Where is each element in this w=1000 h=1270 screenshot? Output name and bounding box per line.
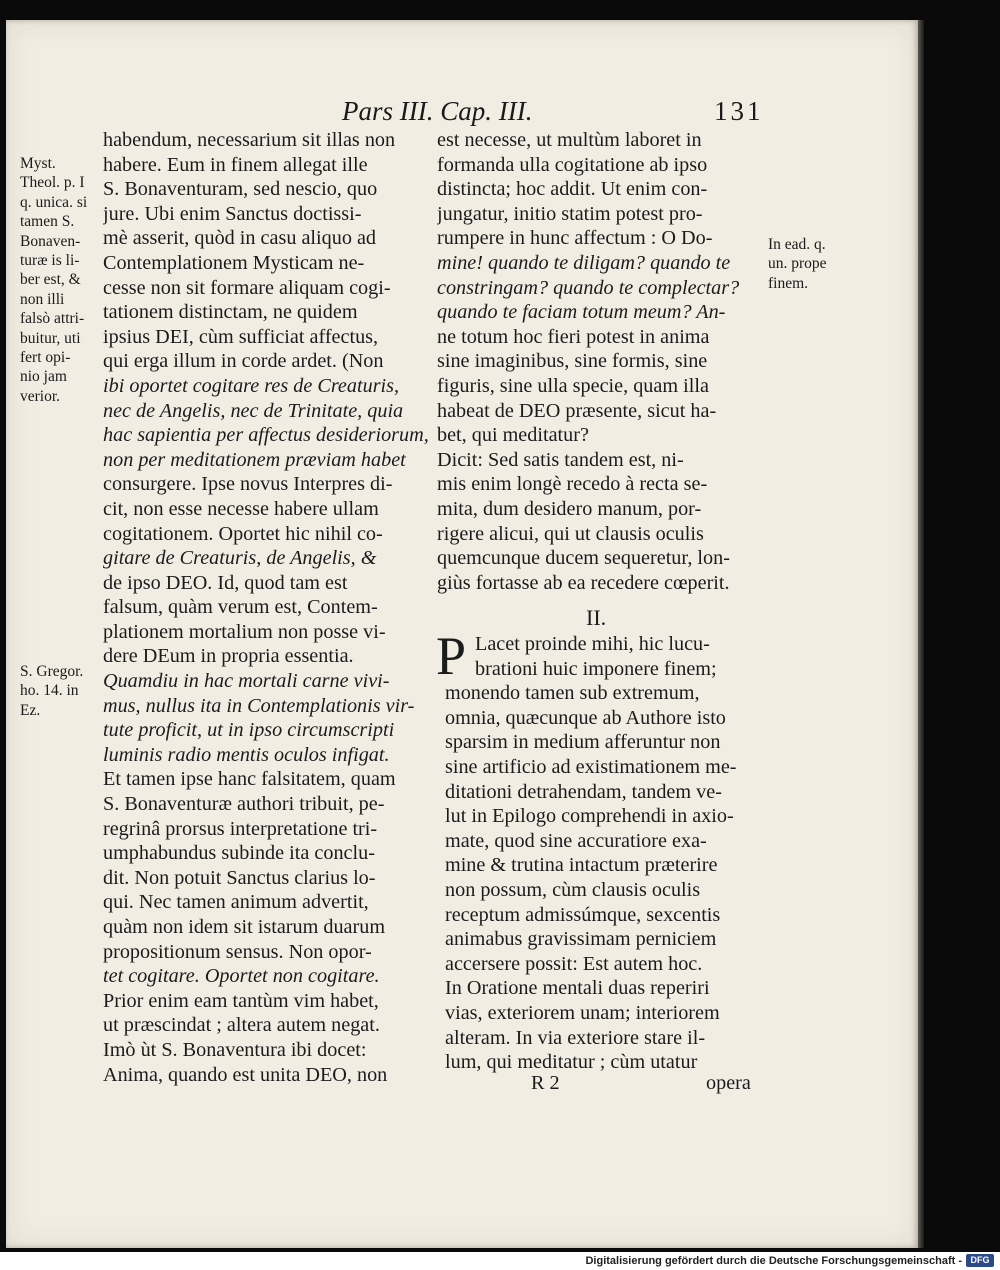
text-line: sine artificio ad existimationem me- (445, 755, 737, 778)
text-line: omnia, quæcunque ab Authore isto (445, 706, 726, 729)
text-line: quemcunque ducem sequeretur, lon- (437, 547, 730, 570)
text-line: nec de Angelis, nec de Trinitate, quia (103, 399, 404, 422)
text-line: habeat de DEO præsente, sicut ha- (437, 399, 717, 422)
text-line: hac sapientia per affectus desideriorum, (103, 424, 429, 447)
text-line: ibi oportet cogitare res de Creaturis, (103, 374, 400, 397)
text-column-right-section-ii (445, 632, 767, 1075)
margin-note-line: Theol. p. I (20, 174, 85, 192)
text-line: animabus gravissimam perniciem (445, 928, 717, 951)
text-line: tet cogitare. Oportet non cogitare. (103, 965, 380, 988)
text-line: lum, qui meditatur ; cùm utatur (445, 1051, 698, 1074)
page-edge (918, 20, 924, 1248)
margin-note-line: In ead. q. (768, 236, 826, 253)
text-line: habere. Eum in finem allegat ille (103, 153, 368, 176)
margin-note-line: ho. 14. in (20, 682, 79, 700)
margin-note-line: turæ is li- (20, 251, 80, 269)
text-line: brationi huic imponere finem; (475, 657, 717, 680)
margin-note-line: buitur, uti (20, 329, 81, 347)
text-line: rigere alicui, qui ut clausis oculis (437, 522, 704, 545)
signature-mark: R 2 (531, 1072, 560, 1094)
margin-note-line: non illi (20, 290, 65, 308)
margin-note-line: nio jam (20, 368, 67, 386)
margin-note-line: Bonaven- (20, 232, 81, 250)
text-line: gitare de Creaturis, de Angelis, & (103, 547, 377, 570)
text-line: habendum, necessarium sit illas non (103, 129, 396, 151)
text-line: mine & trutina intactum præterire (445, 854, 718, 877)
text-line: cit, non esse necesse habere ullam (103, 497, 379, 520)
text-line: S. Bonaventuram, sed nescio, quo (103, 178, 378, 201)
text-line: Quamdiu in hac mortali carne vivi- (103, 670, 390, 693)
section-heading: II. (586, 605, 607, 630)
margin-note-mystica-theologia (20, 154, 87, 406)
text-line: figuris, sine ulla specie, quam illa (437, 374, 709, 397)
margin-note-line: Ez. (20, 701, 41, 719)
margin-note-line: verior. (20, 387, 61, 405)
text-line: falsum, quàm verum est, Contem- (103, 596, 378, 619)
text-line: tute proficit, ut in ipso circumscripti (103, 719, 395, 742)
margin-note-line: q. unica. si (20, 193, 88, 211)
text-line: S. Bonaventuræ authori tribuit, pe- (103, 793, 385, 816)
text-line: sparsim in medium afferuntur non (445, 731, 721, 754)
text-line: plationem mortalium non posse vi- (103, 620, 386, 643)
text-line: luminis radio mentis oculos infigat. (103, 743, 390, 766)
text-line: de ipso DEO. Id, quod tam est (103, 571, 348, 594)
text-line: cogitationem. Oportet hic nihil co- (103, 522, 383, 545)
text-line: ne totum hoc fieri potest in anima (437, 325, 710, 348)
drop-cap: P (436, 626, 467, 686)
text-line: est necesse, ut multùm laboret in (437, 129, 702, 151)
margin-note-line: Myst. (20, 155, 56, 172)
text-line: sine imaginibus, sine formis, sine (437, 350, 708, 373)
text-line: umphabundus subinde ita conclu- (103, 842, 375, 865)
margin-note-line: fert opi- (20, 348, 71, 366)
margin-note-in-eadem (768, 235, 827, 293)
text-line: lut in Epilogo comprehendi in axio- (445, 805, 734, 828)
text-line: qui. Nec tamen animum advertit, (103, 891, 369, 914)
text-line: mis enim longè recedo à recta se- (437, 473, 708, 496)
page-number: 131 (714, 96, 764, 126)
margin-note-line: falsò attri- (20, 310, 85, 328)
text-line: formanda ulla cogitatione ab ipso (437, 153, 708, 176)
margin-note-line: finem. (768, 274, 809, 292)
text-line: quando te faciam totum meum? An- (437, 301, 726, 324)
text-line: ut præscindat ; altera autem negat. (103, 1014, 380, 1037)
book-page (6, 20, 918, 1248)
running-title: Pars III. Cap. III. (342, 96, 533, 126)
text-line: Anima, quando est unita DEO, non (103, 1063, 388, 1086)
text-line: dere DEum in propria essentia. (103, 645, 354, 668)
dfg-logo-icon: DFG (966, 1254, 994, 1267)
catchword: opera (706, 1072, 751, 1094)
text-line: tationem distinctam, ne quidem (103, 301, 358, 324)
text-line: mus, nullus ita in Contemplationis vir- (103, 694, 415, 717)
text-column-right (437, 128, 767, 595)
text-line: In Oratione mentali duas reperiri (445, 977, 710, 1000)
text-line: monendo tamen sub extremum, (445, 682, 700, 705)
text-line: regrinâ prorsus interpretatione tri- (103, 817, 378, 840)
footer-credit: Digitalisierung gefördert durch die Deutsche Forschungsgemeinschaft - (585, 1255, 962, 1267)
text-column-left (103, 128, 431, 1087)
text-line: propositionum sensus. Non opor- (103, 940, 372, 963)
margin-note-gregorius (20, 662, 83, 720)
text-line: quàm non idem sit istarum duarum (103, 916, 386, 938)
text-line: mè asserit, quòd in casu aliquo ad (103, 227, 377, 250)
margin-note-line: ber est, & (20, 271, 81, 289)
text-line: alteram. In via exteriore stare il- (445, 1026, 706, 1049)
text-line: ditationi detrahendam, tandem ve- (445, 780, 722, 803)
text-line: mate, quod sine accuratiore exa- (445, 829, 707, 852)
text-line: ipsius DEI, cùm sufficiat affectus, (103, 325, 379, 348)
text-line: non possum, cùm clausis oculis (445, 878, 701, 901)
text-line: vias, exteriorem unam; interiorem (445, 1001, 720, 1024)
text-line: consurgere. Ipse novus Interpres di- (103, 473, 393, 496)
text-line: cesse non sit formare aliquam cogi- (103, 276, 391, 299)
margin-note-line: S. Gregor. (20, 663, 84, 680)
footer-bar (0, 1252, 1000, 1270)
text-line: mita, dum desidero manum, por- (437, 497, 702, 520)
text-line: bet, qui meditatur? (437, 424, 589, 447)
text-line: Dicit: Sed satis tandem est, ni- (437, 448, 684, 471)
text-line: jure. Ubi enim Sanctus doctissi- (103, 202, 362, 225)
text-line: distincta; hoc addit. Ut enim con- (437, 178, 708, 201)
text-line: accersere possit: Est autem hoc. (445, 952, 703, 975)
text-line: Prior enim eam tantùm vim habet, (103, 989, 379, 1012)
text-line: Imò ùt S. Bonaventura ibi docet: (103, 1038, 367, 1061)
text-line: receptum admissúmque, sexcentis (445, 903, 721, 926)
text-line: jungatur, initio statim potest pro- (437, 202, 703, 225)
text-line: Contemplationem Mysticam ne- (103, 251, 365, 274)
text-line: rumpere in hunc affectum : O Do- (437, 227, 713, 250)
text-line: dit. Non potuit Sanctus clarius lo- (103, 866, 376, 889)
margin-note-line: un. prope (768, 255, 827, 273)
text-line: Et tamen ipse hanc falsitatem, quam (103, 768, 396, 791)
text-line: constringam? quando te complectar? (437, 276, 740, 299)
text-line: giùs fortasse ab ea recedere cœperit. (437, 571, 730, 594)
text-line: qui erga illum in corde ardet. (Non (103, 350, 384, 373)
text-line: mine! quando te diligam? quando te (437, 251, 731, 274)
text-line: Lacet proinde mihi, hic lucu- (475, 633, 710, 655)
margin-note-line: tamen S. (20, 213, 75, 231)
text-line: non per meditationem præviam habet (103, 448, 406, 471)
